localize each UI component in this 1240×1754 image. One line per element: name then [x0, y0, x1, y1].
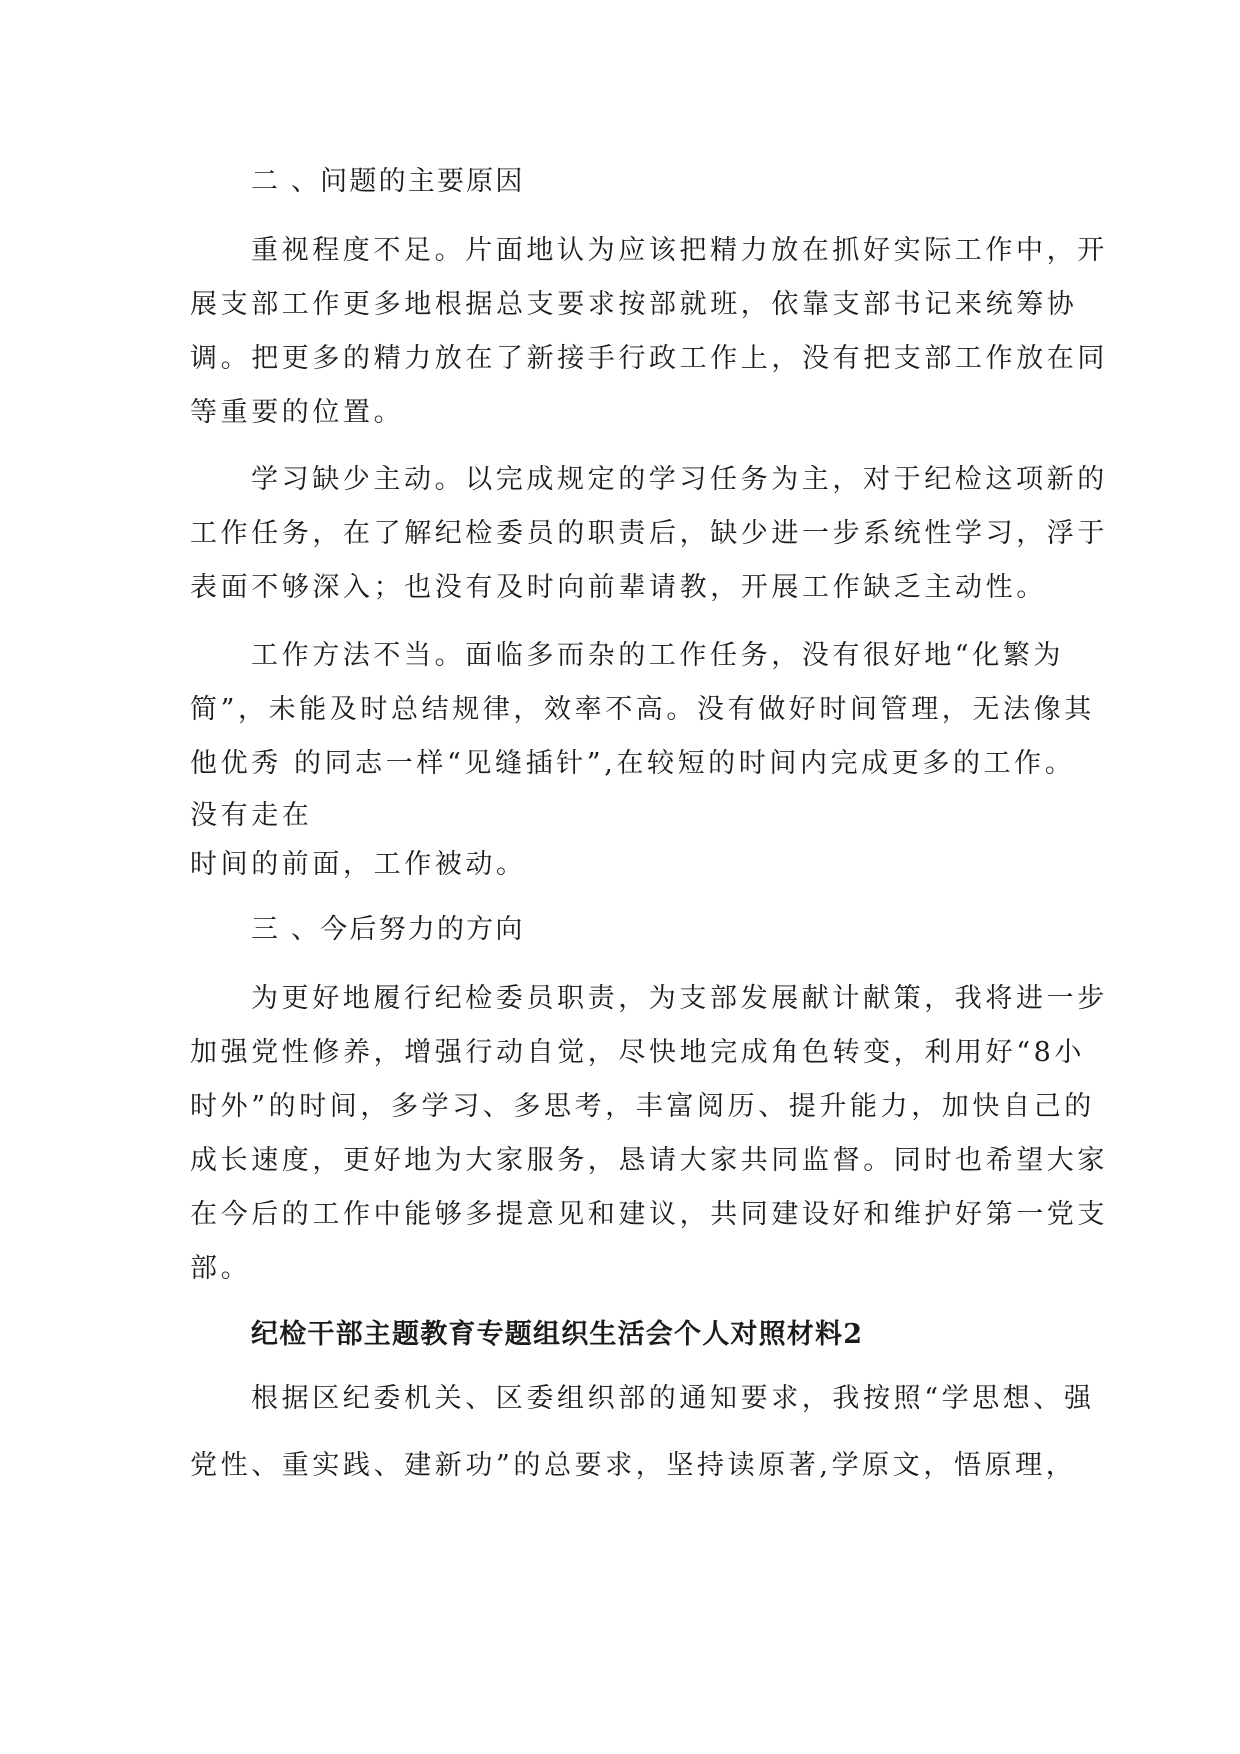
section-heading-3: 三 、今后努力的方向: [251, 914, 525, 945]
paragraph-line: 他优秀 的同志一样“见缝插针”,在较短的时间内完成更多的工作。: [190, 748, 1076, 779]
paragraph-line: 部。: [190, 1253, 252, 1284]
paragraph-line: 根据区纪委机关、区委组织部的通知要求，我按照“学思想、强: [251, 1383, 1095, 1414]
paragraph-line: 等重要的位置。: [190, 397, 405, 428]
paragraph-line: 没有走在: [190, 800, 313, 831]
paragraph-line: 表面不够深入；也没有及时向前辈请教，开展工作缺乏主动性。: [190, 572, 1047, 603]
paragraph-line: 重视程度不足。片面地认为应该把精力放在抓好实际工作中，开: [251, 235, 1108, 266]
paragraph-line: 为更好地履行纪检委员职责，为支部发展献计献策，我将进一步: [251, 983, 1108, 1014]
paragraph-line: 党性、重实践、建新功”的总要求，坚持读原著,学原文，悟原理，: [190, 1450, 1077, 1481]
paragraph-line: 展支部工作更多地根据总支要求按部就班，依靠支部书记来统筹协: [190, 289, 1078, 320]
paragraph-line: 加强党性修养，增强行动自觉，尽快地完成角色转变，利用好“8小: [190, 1037, 1085, 1068]
paragraph-line: 简”，未能及时总结规律，效率不高。没有做好时间管理，无法像其: [190, 694, 1095, 725]
paragraph-line: 调。把更多的精力放在了新接手行政工作上，没有把支部工作放在同: [190, 343, 1108, 374]
paragraph-line: 工作方法不当。面临多而杂的工作任务，没有很好地“化繁为: [251, 640, 1065, 671]
paragraph-line: 时外”的时间，多学习、多思考，丰富阅历、提升能力，加快自己的: [190, 1091, 1095, 1122]
paragraph-line: 学习缺少主动。以完成规定的学习任务为主，对于纪检这项新的: [251, 464, 1108, 495]
paragraph-line: 在今后的工作中能够多提意见和建议，共同建设好和维护好第一党支: [190, 1199, 1108, 1230]
paragraph-line: 时间的前面，工作被动。: [190, 849, 527, 880]
paragraph-line: 成长速度，更好地为大家服务，恳请大家共同监督。同时也希望大家: [190, 1145, 1108, 1176]
article-title: 纪检干部主题教育专题组织生活会个人对照材料2: [251, 1319, 864, 1350]
section-heading-2: 二 、问题的主要原因: [251, 166, 525, 197]
paragraph-line: 工作任务，在了解纪检委员的职责后，缺少进一步系统性学习，浮于: [190, 518, 1108, 549]
